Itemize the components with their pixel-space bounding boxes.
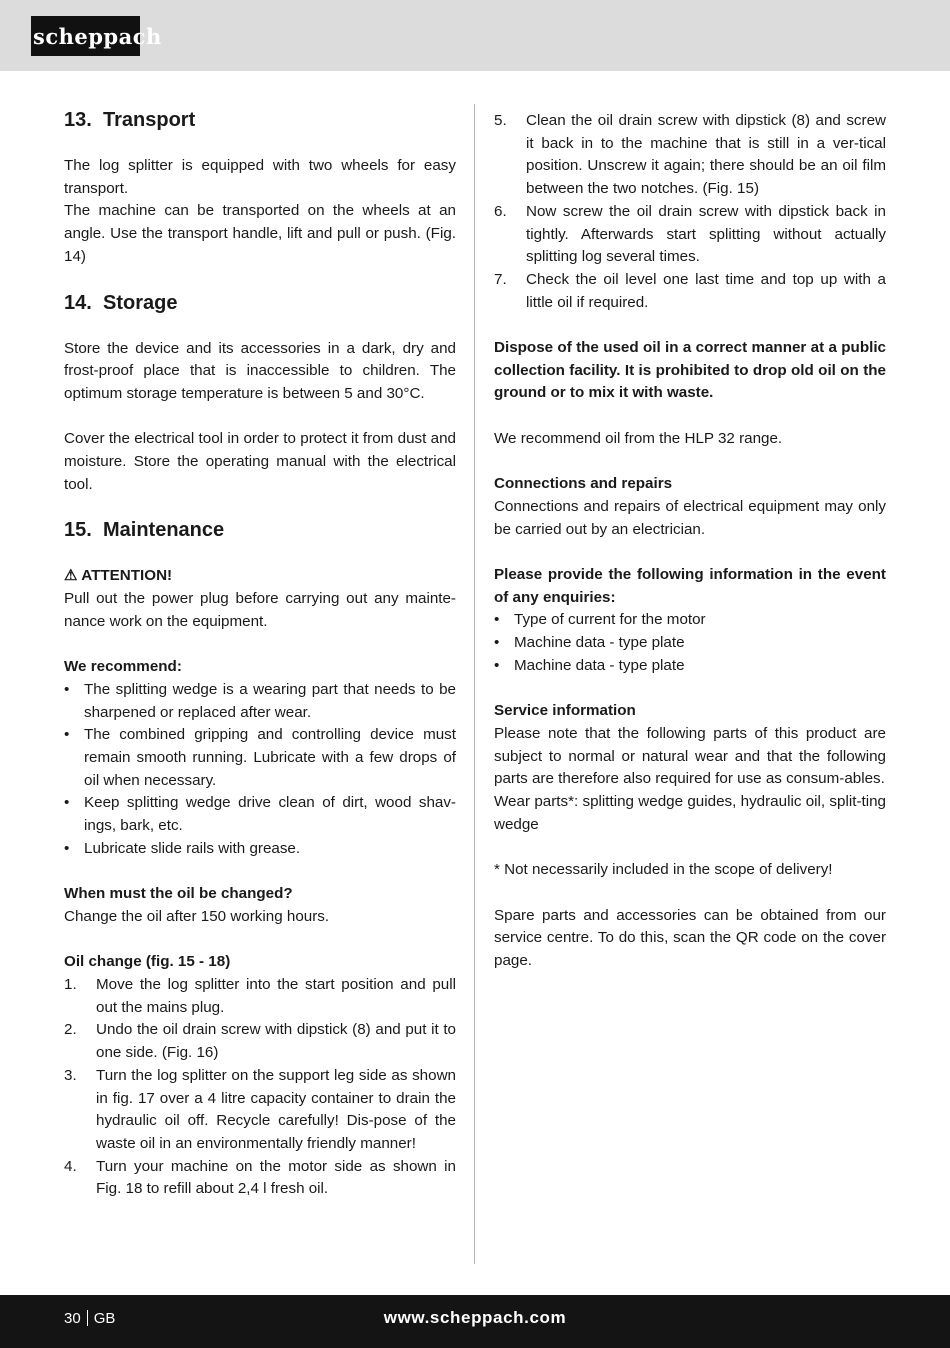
- list-item: 6. Now screw the oil drain screw with dipstick back in tightly. Afterwards start splitting without actually splitting log several times.: [494, 202, 886, 266]
- website-link[interactable]: www.scheppach.com: [383, 1308, 567, 1327]
- scheppach-logo: scheppach: [31, 16, 140, 56]
- storage-paragraph-1: Store the device and its accessories in a dark, dry and frost-proof place that is inaccessible to children. The optimum storage temperature is between 5 and 30°C.: [64, 339, 456, 402]
- connections-heading: Connections and repairs: [494, 475, 673, 493]
- section-heading-transport: 13. Transport: [64, 109, 196, 131]
- transport-paragraph-2: The machine can be transported on the wheels at an angle. Use the transport handle, lift and pull or push. (Fig. 14): [64, 202, 456, 265]
- oil-when-heading: When must the oil be changed?: [64, 885, 293, 903]
- oil-change-heading: Oil change (fig. 15 - 18): [64, 953, 231, 971]
- warning-icon: ⚠: [64, 567, 78, 585]
- dispose-warning: Dispose of the used oil in a correct manner at a public collection facility. It is prohibited to drop old oil on the ground or to mix it with waste.: [494, 339, 886, 402]
- page-footer: [0, 1295, 950, 1348]
- list-item: 2. Undo the oil drain screw with dipstick (8) and put it to one side. (Fig. 16): [64, 1021, 456, 1062]
- list-item: 4. Turn your machine on the motor side as shown in Fig. 18 to refill about 2,4 l fresh oil.: [64, 1157, 456, 1198]
- list-item: • Type of current for the motor: [494, 609, 886, 632]
- list-item: 3. Turn the log splitter on the support leg side as shown in fig. 17 over a 4 litre capacity container to drain the hydraulic oil off. Recycle carefully! Dis-pose of the waste oil in an environmentally friendly manner!: [64, 1066, 456, 1152]
- connections-text: Connections and repairs of electrical equipment may only be carried out by an electrician.: [494, 497, 886, 538]
- storage-paragraph-2: Cover the electrical tool in order to protect it from dust and moisture. Store the operating manual with the electrical tool.: [64, 430, 456, 493]
- footnote: * Not necessarily included in the scope of delivery!: [494, 861, 833, 879]
- list-item: 1. Move the log splitter into the start position and pull out the mains plug.: [64, 976, 456, 1016]
- list-item: • Keep splitting wedge drive clean of dirt, wood shav-ings, bark, etc.: [64, 792, 456, 837]
- transport-paragraph-1: The log splitter is equipped with two wheels for easy transport.: [64, 157, 456, 197]
- recommend-list: [64, 679, 456, 861]
- right-column: [494, 110, 886, 973]
- list-item: • Machine data - type plate: [494, 632, 886, 655]
- service-text: Please note that the following parts of this product are subject to normal or natural wear and that the following parts are therefore also required for use as consum-ables.: [494, 724, 886, 788]
- list-item: • The splitting wedge is a wearing part that needs to be sharpened or replaced after wear.: [64, 679, 456, 724]
- left-column: [64, 108, 456, 1201]
- section-heading-storage: 14. Storage: [64, 291, 178, 314]
- enquiries-heading: Please provide the following information in the event of any enquiries:: [494, 566, 886, 606]
- attention-heading: ⚠ ATTENTION!: [64, 567, 173, 585]
- list-item: • Machine data - type plate: [494, 655, 886, 678]
- list-item: 5. Clean the oil drain screw with dipstick (8) and screw it back in to the machine that is still in a ver-tical position. Unscrew it again; there should be an oil film between the two notches. (Fig. 15): [494, 112, 886, 198]
- attention-text: Pull out the power plug before carrying out any mainte-nance work on the equipment.: [64, 590, 456, 630]
- recommend-oil-text: We recommend oil from the HLP 32 range.: [494, 429, 783, 447]
- page-header: [0, 0, 950, 71]
- list-item: • The combined gripping and controlling device must remain smooth running. Lubricate with a few drops of oil when necessary.: [64, 724, 456, 792]
- oil-change-steps: [64, 974, 456, 1201]
- recommend-heading: We recommend:: [64, 658, 182, 676]
- service-heading: Service information: [494, 702, 636, 720]
- enquiries-list: [494, 609, 886, 677]
- list-item: • Lubricate slide rails with grease.: [64, 838, 456, 861]
- list-item: 7. Check the oil level one last time and top up with a little oil if required.: [494, 270, 886, 311]
- column-divider: [474, 104, 475, 1264]
- oil-change-steps-continued: [494, 110, 886, 314]
- spare-parts-text: Spare parts and accessories can be obtained from our service centre. To do this, scan the QR code on the cover page.: [494, 906, 886, 969]
- oil-when-text: Change the oil after 150 working hours.: [64, 907, 330, 925]
- section-heading-maintenance: 15. Maintenance: [64, 519, 225, 542]
- page-number: 30 GB: [64, 1310, 116, 1327]
- wear-parts-text: Wear parts*: splitting wedge guides, hydraulic oil, split-ting wedge: [494, 793, 886, 833]
